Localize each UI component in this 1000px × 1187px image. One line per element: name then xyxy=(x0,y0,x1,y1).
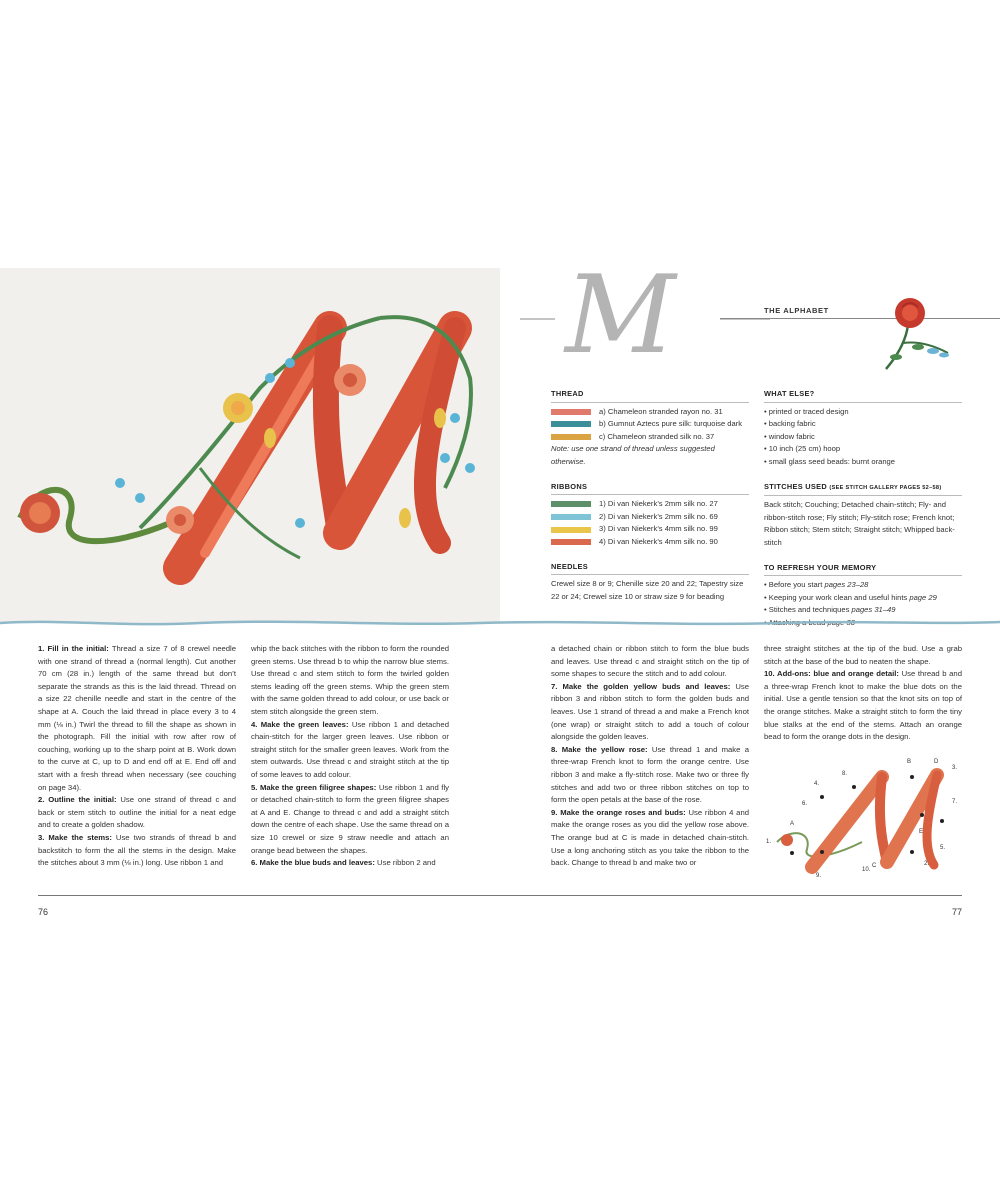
list-item: • window fabric xyxy=(764,431,815,441)
body-column-1 xyxy=(38,643,236,870)
list-item: • Before you start pages 23–28 xyxy=(764,580,869,590)
footer-rule xyxy=(38,895,962,896)
list-item: 3) Di van Niekerk’s 4mm silk no. 99 xyxy=(551,523,749,536)
what-else-heading: WHAT ELSE? xyxy=(764,388,962,403)
paragraph: three straight stitches at the tip of the bud. Use a grab stitch at the base of the bud to neaten the shape. xyxy=(764,644,962,666)
refresh-heading: TO REFRESH YOUR MEMORY xyxy=(764,562,962,577)
svg-text:7.: 7. xyxy=(952,799,958,805)
svg-text:A: A xyxy=(790,821,795,827)
list-item: a) Chameleon stranded rayon no. 31 xyxy=(551,406,749,419)
ribbons-block xyxy=(551,481,749,549)
ribbon-swatch xyxy=(551,527,591,533)
header-rule xyxy=(720,318,1000,319)
svg-text:10.: 10. xyxy=(862,867,871,873)
list-item: • Attaching a bead page 38 xyxy=(764,617,855,627)
stitch-diagram xyxy=(762,757,962,885)
svg-text:B: B xyxy=(907,759,912,765)
svg-text:8.: 8. xyxy=(842,771,848,777)
needles-block xyxy=(551,561,749,604)
svg-text:D: D xyxy=(934,759,939,765)
svg-text:4.: 4. xyxy=(814,781,820,787)
svg-text:3.: 3. xyxy=(952,765,958,771)
body-column-3 xyxy=(551,643,749,870)
thread-swatch xyxy=(551,409,591,415)
wave-divider xyxy=(0,617,1000,629)
paragraph: 7. Make the golden yellow buds and leaves: Use ribbon 3 and ribbon stitch to form the golden buds and leaves. Use 1 strand of thread a and make a French knot (one wrap) or straight stitch to add a touch of colour alongside the golden leaves. xyxy=(551,681,749,742)
thread-swatch xyxy=(551,434,591,440)
paragraph: 6. Make the blue buds and leaves: Use ribbon 2 and xyxy=(251,858,436,868)
ribbon-swatch xyxy=(551,539,591,545)
list-item: 4) Di van Niekerk’s 4mm silk no. 90 xyxy=(551,536,749,549)
materials-right xyxy=(764,388,962,642)
svg-text:5.: 5. xyxy=(940,845,946,851)
ribbons-heading: RIBBONS xyxy=(551,481,749,496)
svg-text:2.: 2. xyxy=(924,861,930,867)
thread-block xyxy=(551,388,749,469)
paragraph: a detached chain or ribbon stitch to form the blue buds and leaves. Use thread c and straight stitch on the tip of some shapes to secure the stitch and to add colour. xyxy=(551,644,749,679)
section-label: THE ALPHABET xyxy=(764,306,829,315)
list-item: • Stitches and techniques pages 31–49 xyxy=(764,605,896,615)
paragraph: whip the back stitches with the ribbon to form the rounded green stems. Use thread b to whip the narrow blue stems. Use thread c and stem stitch to form the twirled golden stems leading off the green stems. Whip the green stem with the same golden thread to add colour, or use back or stem stitch alongside the green stem. xyxy=(251,644,449,716)
thread-note: Note: use one strand of thread unless suggested otherwise. xyxy=(551,444,715,466)
paragraph: 1. Fill in the initial: Thread a size 7 of 8 crewel needle with one strand of thread a (normal length). Cut another 70 cm (28 in.) length of the same thread but don’t separate the strands as this is the laid thread. Thread on a size 22 chenille needle and start in the centre of the shape at A. Couch the laid thread in place every 3 to 4 mm (⅛ in.) Twirl the thread to fill the shape as shown in the photograph. Fill the initial with row after row of couching, working up to the sharp point at B. Work down to the curve at C, up to D and end off at E. End off and start with a fresh thread when necessary (see couching on page 34). xyxy=(38,644,237,792)
ribbon-swatch xyxy=(551,501,591,507)
body-column-4 xyxy=(764,643,962,744)
paragraph: 3. Make the stems: Use two strands of thread b and backstitch to form the all the stems in the design. Make the stitches about 3 mm (⅛ in.) long. Use ribbon 1 and xyxy=(38,832,236,868)
paragraph: 10. Add-ons: blue and orange detail: Use thread b and a three-wrap French knot to make the blue dots on the initial. Use a gentle tension so that the knot sits on top of the orange stitches. Make a straight stitch to form the tiny blue stalks at the end of the stems. Attach an orange bead to form the orange dots in the design. xyxy=(764,669,962,742)
list-item: • Keeping your work clean and useful hints page 29 xyxy=(764,592,937,602)
list-item: • 10 inch (25 cm) hoop xyxy=(764,444,841,454)
paragraph: 2. Outline the initial: Use one strand of thread c and back or stem stitch to outline the initial for a neat edge and to create a golden shadow. xyxy=(38,795,236,830)
list-item: 2) Di van Niekerk’s 2mm silk no. 69 xyxy=(551,511,749,524)
list-item: 1) Di van Niekerk’s 2mm silk no. 27 xyxy=(551,498,749,511)
paragraph: 4. Make the green leaves: Use ribbon 1 and detached chain-stitch for the larger green leaves. Use ribbon or straight stitch for the smaller green leaves. Work from the stem outwards. Use thread c and straight stitch at the tip of some leaves to add colour. xyxy=(251,719,449,779)
paragraph: 5. Make the green filigree shapes: Use ribbon 1 and fly or detached chain-stitch to form the green filigree shapes at A and E. Change to thread c and add a straight stitch down the centre of each shape. Use the same thread on a size 10 crewel or size 9 straw needle and attach an orange bead between the shapes. xyxy=(251,782,449,855)
ribbon-swatch xyxy=(551,514,591,520)
embroidery-photo xyxy=(0,268,500,623)
body-column-2 xyxy=(251,643,449,870)
svg-text:C: C xyxy=(872,863,877,869)
paragraph: 9. Make the orange roses and buds: Use ribbon 4 and make the orange roses as you did the yellow rose above. The orange bud at C is made in detached chain-stitch. Use a long anchoring stitch as you take the ribbon to the back. Change to thread b and make two or xyxy=(551,807,749,868)
list-item: • printed or traced design xyxy=(764,406,849,416)
stitches-block xyxy=(764,481,962,550)
page-number-left: 76 xyxy=(38,907,49,917)
svg-text:1.: 1. xyxy=(766,839,772,845)
rose-icon xyxy=(878,295,958,373)
what-else-block xyxy=(764,388,962,469)
page-number-right: 77 xyxy=(951,907,962,917)
thread-swatch xyxy=(551,421,591,427)
list-item: • backing fabric xyxy=(764,419,816,429)
needles-text: Crewel size 8 or 9; Chenille size 20 and 22; Tapestry size 22 or 24; Crewel size 10 or straw size 9 for beading xyxy=(551,579,744,601)
list-item: c) Chameleon stranded silk no. 37 xyxy=(551,431,749,444)
svg-text:9.: 9. xyxy=(816,873,822,879)
svg-text:6.: 6. xyxy=(802,801,808,807)
needles-heading: NEEDLES xyxy=(551,561,749,576)
paragraph: 8. Make the yellow rose: Use thread 1 and make a three-wrap French knot to form the orange centre. Use ribbon 3 and make a fly-stitch rose. Make two or three fly stitches and add two or three ribbon stitches on top to form the open petals at the base of the rose. xyxy=(551,744,749,805)
decorative-initial: M xyxy=(565,253,676,378)
list-item: • small glass seed beads: burnt orange xyxy=(764,456,895,466)
thread-heading: THREAD xyxy=(551,388,749,403)
stitches-heading: STITCHES USED (SEE STITCH GALLERY PAGES 52–58) xyxy=(764,481,962,497)
list-item: b) Gumnut Aztecs pure silk: turquoise dark xyxy=(551,418,749,431)
svg-text:E: E xyxy=(919,829,924,835)
stitches-text: Back stitch; Couching; Detached chain-stitch; Fly- and ribbon-stitch rose; Fly stitch; Fly-stitch rose; French knot; Ribbon stitch; Stem stitch; Straight stitch; Whipped back-stitch xyxy=(764,500,955,547)
materials-left xyxy=(551,388,749,615)
